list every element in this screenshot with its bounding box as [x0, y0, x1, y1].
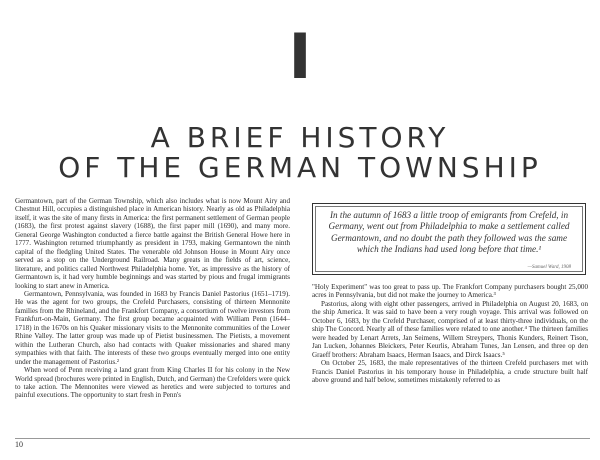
pull-quote-signature: —Samuel Ward, 1908 [527, 265, 571, 270]
chapter-numeral: I [288, 20, 312, 93]
paragraph: "Holy Experiment" was too great to pass up. The Frankfort Company purchasers bought 25,000 acres in Pennsylvania, but did not make the journey to America.³ [312, 283, 588, 300]
chapter-title-line-1: A BRIEF HISTORY [150, 121, 450, 154]
paragraph: When word of Penn receiving a land grant from King Charles II for his colony in the New World spread (brochures were printed in English, Dutch, and German) the Crefelders were quick to take action. The Mennonites were viewed as heretics and were subjected to tortures and painful executions. The opportunity to start fresh in Penn's [15, 366, 290, 400]
paragraph: Germantown, part of the German Township, which also includes what is now Mount Airy and Chestnut Hill, occupies a distinguished place in American history. Nearly as old as Philadelphia itself, it was the site of many firsts in America: the first permanent settlement of German people (1683), the first protest against slavery (1688), the first paper mill (1690), and many more. General George Washington conducted a fierce battle against the British General Howe here in 1777. Washington returned triumphantly as president in 1793, making Germantown the ninth capital of the fledgling United States. The venerable old Johnson House in Mount Airy once served as a stop on the Underground Railroad. Many greats in the fields of art, science, literature, and politics called Northwest Philadelphia home. Yet, as impressive as the history of Germantown is, it had very humble beginnings and was started by pious and frugal immigrants looking to start anew in America. [15, 197, 290, 290]
left-column [15, 197, 290, 400]
paragraph: Pastorius, along with eight other passengers, arrived in Philadelphia on August 20, 1683, on the ship America. It was said to have been a very rough voyage. This arrival was followed on October 6, 1683, by the Crefeld Purchaser, comprised of at least thirty-three individuals, on the ship The Concord. Nearly all of these families were related to one another.⁴ The thirteen families were headed by Lenart Arrets, Jan Seimens, Willem Streypers, Thonis Kunders, Reinert Tison, Jan Lucken, Johannes Bleickers, Peter Keurlis, Abraham Tunes, Jan Lensen, and three op den Graeff brothers: Abraham Isaacs, Herman Isaacs, and Dirck Isaacs.⁵ [312, 299, 588, 359]
pull-quote-text: In the autumn of 1683 a little troop of emigrants from Crefeld, in Germany, went out from Philadelphia to make a settlement called Germantown, and no doubt the path they followed was the same which the Indians had used long before that time.¹ [328, 210, 570, 255]
paragraph: On October 25, 1683, the male representatives of the thirteen Crefeld purchasers met with Francis Daniel Pastorius in his temporary house in Philadelphia, a crude structure built half above ground and half below, sometimes mistakenly referred to as [312, 359, 588, 384]
paragraph: Germantown, Pennsylvania, was founded in 1683 by Francis Daniel Pastorius (1651–1719). He was the agent for two groups, the Crefeld Purchasers, consisting of thirteen Mennonite families from the Rhineland, and the Frankfort Company, a consortium of twelve investors from Frankfurt-on-Main, Germany. The first group became acquainted with William Penn (1644–1718) in the 1670s on his Quaker missionary visits to the Mennonite communities of the Lower Rhine Valley. The latter group was made up of Pietist businessmen. The Pietists, a movement within the Lutheran Church, also had contacts with Quaker missionaries and shared many sympathies with that faith. The interests of these two groups eventually merged into one entity under the management of Pastorius.² [15, 289, 290, 366]
page-number: 10 [15, 440, 23, 449]
pull-quote-box [312, 203, 586, 275]
right-column [312, 283, 588, 384]
footer-rule [15, 438, 590, 439]
chapter-title-line-2: OF THE GERMAN TOWNSHIP [58, 151, 542, 184]
